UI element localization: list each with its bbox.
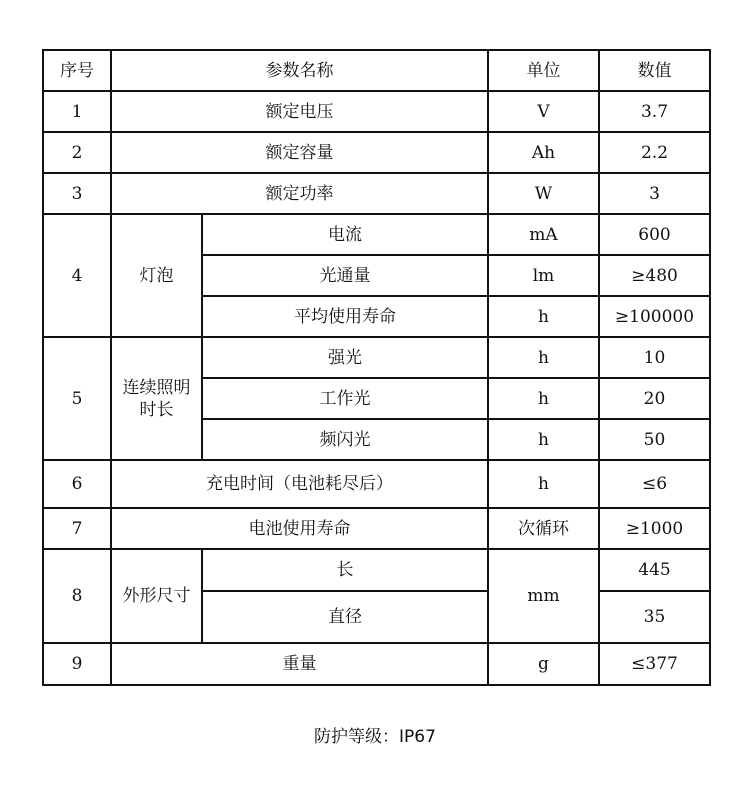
row-no: 5 [43, 337, 111, 460]
param-value: ≥1000 [599, 508, 710, 549]
param-unit: mm [488, 549, 599, 643]
protection-rating: 防护等级：IP67 [314, 727, 436, 747]
param-name: 额定电压 [111, 91, 488, 132]
group-label: 灯泡 [111, 214, 202, 337]
group-label-line1: 连续照明 [122, 377, 191, 398]
param-value: 3 [599, 173, 710, 214]
param-name: 工作光 [202, 378, 488, 419]
param-name: 电流 [202, 214, 488, 255]
param-name: 强光 [202, 337, 488, 378]
param-unit: h [488, 296, 599, 337]
param-value: 10 [599, 337, 710, 378]
param-value: 35 [599, 591, 710, 643]
param-unit: h [488, 378, 599, 419]
header-row [43, 50, 710, 91]
param-name: 充电时间（电池耗尽后） [111, 460, 488, 508]
param-name: 平均使用寿命 [202, 296, 488, 337]
param-unit: h [488, 337, 599, 378]
param-unit: V [488, 91, 599, 132]
row-no: 1 [43, 91, 111, 132]
param-name: 长 [202, 549, 488, 591]
param-value: 445 [599, 549, 710, 591]
param-name: 额定容量 [111, 132, 488, 173]
table-row [43, 643, 710, 685]
param-unit: W [488, 173, 599, 214]
param-unit: Ah [488, 132, 599, 173]
table-row [43, 508, 710, 549]
table-row [43, 337, 710, 378]
spec-table [42, 49, 711, 686]
param-value: 600 [599, 214, 710, 255]
header-unit: 单位 [488, 50, 599, 91]
row-no: 6 [43, 460, 111, 508]
group-label-line2: 时长 [139, 399, 174, 420]
param-unit: 次循环 [488, 508, 599, 549]
header-name: 参数名称 [111, 50, 488, 91]
group-label: 外形尺寸 [111, 549, 202, 643]
param-value: ≥100000 [599, 296, 710, 337]
param-value: 3.7 [599, 91, 710, 132]
param-value: 2.2 [599, 132, 710, 173]
header-value: 数值 [599, 50, 710, 91]
param-unit: h [488, 419, 599, 460]
param-name: 频闪光 [202, 419, 488, 460]
row-no: 2 [43, 132, 111, 173]
table-row [43, 460, 710, 508]
group-label [111, 337, 202, 460]
table-row [43, 132, 710, 173]
param-unit: g [488, 643, 599, 685]
param-value: 50 [599, 419, 710, 460]
row-no: 4 [43, 214, 111, 337]
param-name: 额定功率 [111, 173, 488, 214]
table-row [43, 173, 710, 214]
table-row [43, 91, 710, 132]
param-value: 20 [599, 378, 710, 419]
param-name: 重量 [111, 643, 488, 685]
param-unit: mA [488, 214, 599, 255]
row-no: 7 [43, 508, 111, 549]
param-unit: h [488, 460, 599, 508]
param-name: 电池使用寿命 [111, 508, 488, 549]
param-name: 光通量 [202, 255, 488, 296]
row-no: 8 [43, 549, 111, 643]
row-no: 3 [43, 173, 111, 214]
table-row [43, 549, 710, 591]
param-unit: lm [488, 255, 599, 296]
header-no: 序号 [43, 50, 111, 91]
row-no: 9 [43, 643, 111, 685]
table-row [43, 214, 710, 255]
param-name: 直径 [202, 591, 488, 643]
param-value: ≥480 [599, 255, 710, 296]
param-value: ≤6 [599, 460, 710, 508]
param-value: ≤377 [599, 643, 710, 685]
